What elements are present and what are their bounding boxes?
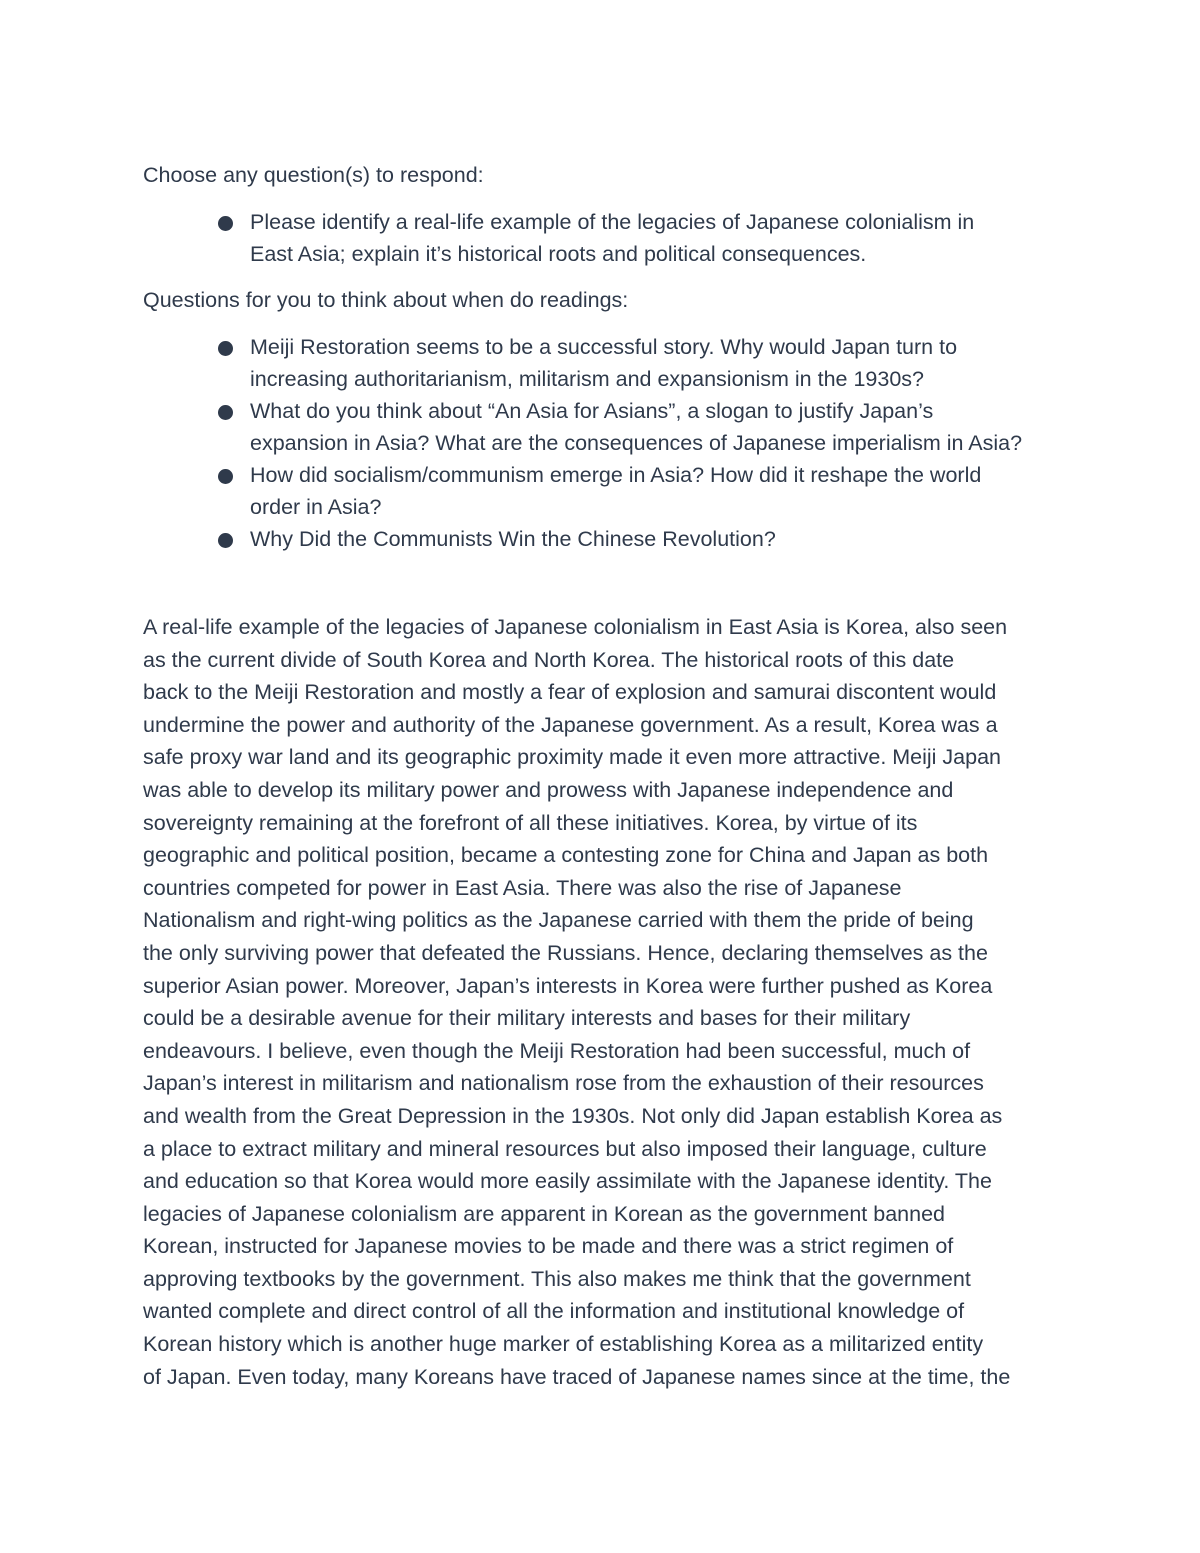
document-page (143, 158, 1063, 1393)
prompt-heading: Choose any question(s) to respond: (143, 163, 484, 187)
essay-line: and education so that Korea would more easily assimilate with the Japanese identity. The (143, 1169, 992, 1194)
think-item (143, 331, 1063, 395)
think-item-line: increasing authoritarianism, militarism and expansionism in the 1930s? (250, 367, 924, 391)
prompt-list (143, 206, 1063, 270)
essay-line: back to the Meiji Restoration and mostly a fear of explosion and samurai discontent would (143, 680, 997, 705)
essay-line: could be a desirable avenue for their military interests and bases for their military (143, 1006, 911, 1031)
essay-line: endeavours. I believe, even though the Meiji Restoration had been successful, much of (143, 1038, 971, 1063)
prompt-item-line: Please identify a real-life example of the legacies of Japanese colonialism in (250, 210, 975, 234)
essay-line: superior Asian power. Moreover, Japan’s interests in Korea were further pushed as Korea (143, 973, 993, 998)
bullet-icon (218, 533, 233, 548)
think-list (143, 331, 1063, 555)
think-item-line: Why Did the Communists Win the Chinese Revolution? (250, 527, 776, 551)
think-item-line: How did socialism/communism emerge in Asia? How did it reshape the world (250, 463, 982, 487)
think-item-line: expansion in Asia? What are the consequences of Japanese imperialism in Asia? (250, 431, 1023, 455)
essay-line: Nationalism and right-wing politics as the Japanese carried with them the pride of being (143, 908, 974, 933)
essay-line: safe proxy war land and its geographic proximity made it even more attractive. Meiji Japan (143, 745, 1002, 770)
essay-line: approving textbooks by the government. This also makes me think that the government (143, 1266, 971, 1291)
bullet-icon (218, 341, 233, 356)
essay-line: countries competed for power in East Asia. There was also the rise of Japanese (143, 875, 902, 900)
think-item (143, 459, 1063, 523)
think-item (143, 523, 1063, 555)
essay-line: undermine the power and authority of the Japanese government. As a result, Korea was a (143, 712, 998, 737)
essay-line: wanted complete and direct control of all the information and institutional knowledge of (143, 1299, 965, 1324)
essay-line: A real-life example of the legacies of Japanese colonialism in East Asia is Korea, also seen (143, 615, 1008, 639)
think-item (143, 395, 1063, 459)
bullet-icon (218, 405, 233, 420)
prompt-item (143, 206, 1063, 270)
essay-line: the only surviving power that defeated the Russians. Hence, declaring themselves as the (143, 940, 988, 965)
essay-line: a place to extract military and mineral resources but also imposed their language, culture (143, 1136, 987, 1161)
essay-line: legacies of Japanese colonialism are apparent in Korean as the government banned (143, 1201, 945, 1226)
essay-line: Korean, instructed for Japanese movies to be made and there was a strict regimen of (143, 1234, 954, 1259)
bullet-icon (218, 216, 233, 231)
bullet-icon (218, 469, 233, 484)
essay-line: geographic and political position, became a contesting zone for China and Japan as both (143, 843, 989, 868)
essay-line: of Japan. Even today, many Koreans have traced of Japanese names since at the time, the (143, 1364, 1011, 1389)
think-item-line: What do you think about “An Asia for Asians”, a slogan to justify Japan’s (250, 399, 934, 423)
essay-line: sovereignty remaining at the forefront of all these initiatives. Korea, by virtue of its (143, 810, 918, 835)
essay-line: Korean history which is another huge marker of establishing Korea as a militarized entity (143, 1332, 984, 1357)
prompt-item-line: East Asia; explain it’s historical roots and political consequences. (250, 242, 867, 266)
think-heading: Questions for you to think about when do readings: (143, 288, 629, 312)
think-item-line: order in Asia? (250, 495, 382, 519)
essay-paragraph (143, 611, 1063, 1393)
essay-line: was able to develop its military power and prowess with Japanese independence and (143, 777, 954, 802)
essay-line: Japan’s interest in militarism and nationalism rose from the exhaustion of their resources (143, 1071, 984, 1096)
think-item-line: Meiji Restoration seems to be a successful story. Why would Japan turn to (250, 335, 958, 359)
essay-line: as the current divide of South Korea and North Korea. The historical roots of this date (143, 647, 955, 672)
essay-line: and wealth from the Great Depression in the 1930s. Not only did Japan establish Korea as (143, 1103, 1003, 1128)
